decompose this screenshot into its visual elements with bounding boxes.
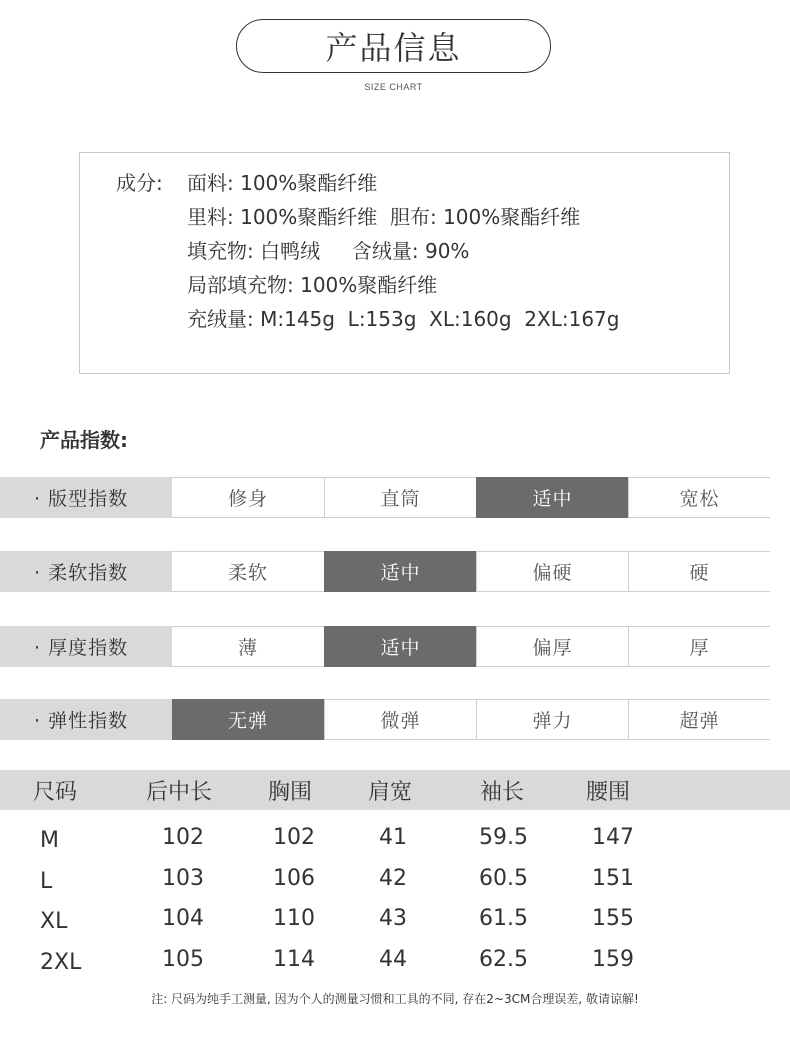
index-option: 硬 — [628, 551, 770, 592]
size-value: 61.5 — [479, 906, 528, 931]
size-header-cell: 袖长 — [480, 779, 525, 805]
index-option: 微弹 — [324, 699, 476, 740]
size-header-cell: 肩宽 — [368, 779, 413, 805]
size-header-cell: 胸围 — [268, 779, 313, 805]
index-row — [0, 477, 770, 518]
index-option: 超弹 — [628, 699, 770, 740]
size-value: 60.5 — [479, 866, 528, 891]
footnote: 注: 尺码为纯手工测量, 因为个人的测量习惯和工具的不同, 存在2~3CM合理误差, 敬请谅解! — [151, 992, 639, 1006]
index-label: · 柔软指数 — [0, 551, 172, 592]
index-option: 宽松 — [628, 477, 770, 518]
size-value: 159 — [592, 947, 634, 972]
size-value: 41 — [379, 825, 407, 850]
index-option-selected: 适中 — [324, 551, 476, 592]
size-value: 44 — [379, 947, 407, 972]
size-value: 102 — [162, 825, 204, 850]
size-value: 42 — [379, 866, 407, 891]
index-option: 柔软 — [172, 551, 324, 592]
index-option: 直筒 — [324, 477, 476, 518]
size-value: 147 — [592, 825, 634, 850]
index-option: 弹力 — [476, 699, 628, 740]
size-value: 155 — [592, 906, 634, 931]
composition-line: 填充物: 白鸭绒 含绒量: 90% — [187, 239, 470, 263]
section-title: 产品指数: — [40, 428, 128, 452]
index-option: 偏厚 — [476, 626, 628, 667]
size-value: 62.5 — [479, 947, 528, 972]
size-value: 106 — [273, 866, 315, 891]
size-table-header — [0, 770, 790, 810]
size-label: XL — [40, 909, 68, 934]
size-value: 104 — [162, 906, 204, 931]
index-option-selected: 适中 — [476, 477, 628, 518]
index-label: · 版型指数 — [0, 477, 172, 518]
size-value: 114 — [273, 947, 315, 972]
size-value: 102 — [273, 825, 315, 850]
size-value: 43 — [379, 906, 407, 931]
size-value: 105 — [162, 947, 204, 972]
composition-line: 里料: 100%聚酯纤维 胆布: 100%聚酯纤维 — [187, 205, 581, 229]
index-row — [0, 626, 770, 667]
index-option: 修身 — [172, 477, 324, 518]
composition-line: 面料: 100%聚酯纤维 — [187, 171, 378, 195]
size-value: 110 — [273, 906, 315, 931]
page-subtitle: SIZE CHART — [364, 82, 423, 92]
size-header-cell: 尺码 — [33, 779, 78, 805]
size-label: L — [40, 869, 53, 894]
index-row — [0, 551, 770, 592]
size-value: 103 — [162, 866, 204, 891]
index-label: · 弹性指数 — [0, 699, 172, 740]
size-label: M — [40, 828, 59, 853]
size-header-cell: 腰围 — [586, 779, 631, 805]
size-header-cell: 后中长 — [146, 779, 213, 805]
size-value: 151 — [592, 866, 634, 891]
size-label: 2XL — [40, 950, 82, 975]
index-option: 偏硬 — [476, 551, 628, 592]
composition-key: 成分: — [116, 171, 163, 195]
index-label: · 厚度指数 — [0, 626, 172, 667]
page-title: 产品信息 — [236, 19, 551, 73]
composition-line: 局部填充物: 100%聚酯纤维 — [187, 273, 438, 297]
index-option-selected: 适中 — [324, 626, 476, 667]
index-row — [0, 699, 770, 740]
index-option: 薄 — [172, 626, 324, 667]
index-option-selected: 无弹 — [172, 699, 324, 740]
composition-line: 充绒量: M:145g L:153g XL:160g 2XL:167g — [187, 307, 620, 331]
index-option: 厚 — [628, 626, 770, 667]
size-value: 59.5 — [479, 825, 528, 850]
